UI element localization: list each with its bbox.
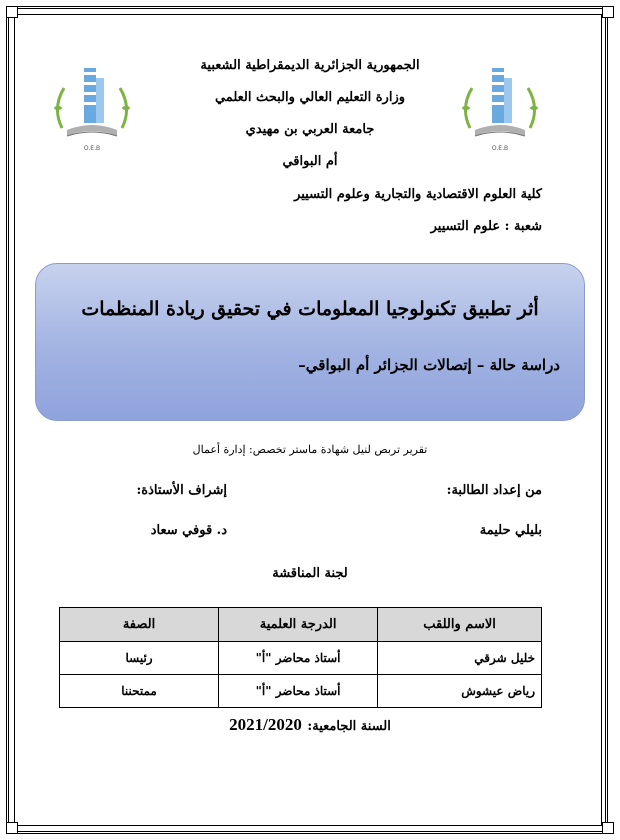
svg-text:O.E.B: O.E.B (83, 145, 101, 152)
thesis-title: أثر تطبيق تكنولوجيا المعلومات في تحقيق ريادة المنظمات (81, 298, 539, 320)
corner-ornament (602, 6, 614, 18)
academic-year-label: السنة الجامعية: (307, 719, 391, 734)
svg-text:O.E.B: O.E.B (491, 145, 509, 152)
ministry-line: وزارة التعليم العالي والبحث العلمي (214, 90, 406, 105)
academic-year-value: 2021/2020 (229, 715, 302, 734)
student-name: بليلي حليمة (479, 523, 542, 538)
corner-ornament (6, 6, 18, 18)
title-box (35, 263, 585, 421)
table-row (60, 675, 542, 708)
report-line: تقرير تربص لنيل شهادة ماستر تخصص: إدارة أعمال (192, 443, 428, 456)
member-role: ممتحننا (60, 675, 219, 708)
supervisor-label: إشراف الأستاذة: (136, 483, 227, 498)
member-grade: أستاذ محاضر "أ" (219, 642, 378, 675)
column-header: الدرجة العلمية (219, 608, 378, 642)
corner-ornament (602, 822, 614, 834)
university-logo-icon (42, 58, 142, 158)
column-header: الصفة (60, 608, 219, 642)
city-line: أم البواقي (282, 154, 338, 169)
republic-line: الجمهورية الجزائرية الديمقراطية الشعبية (200, 58, 420, 73)
branch-line: شعبة : علوم التسيير (430, 219, 542, 234)
thesis-subtitle: دراسة حالة – إتصالات الجزائر أم البواقي– (298, 356, 560, 374)
academic-year (180, 715, 440, 735)
column-header: الاسم واللقب (378, 608, 542, 642)
member-role: رئيسا (60, 642, 219, 675)
student-label: من إعداد الطالبة: (446, 483, 542, 498)
supervisor-name: د. قوفي سعاد (150, 523, 227, 538)
table-header-row (60, 608, 542, 642)
jury-table (59, 607, 542, 708)
table-row (60, 642, 542, 675)
university-logo-icon (450, 58, 550, 158)
jury-heading: لجنة المناقشة (272, 566, 348, 581)
member-name: رياض عيشوش (378, 675, 542, 708)
member-name: خليل شرقي (378, 642, 542, 675)
faculty-line: كلية العلوم الاقتصادية والتجارية وعلوم التسيير (294, 187, 542, 202)
university-line: جامعة العربي بن مهيدي (245, 122, 375, 137)
member-grade: أستاذ محاضر "أ" (219, 675, 378, 708)
corner-ornament (6, 822, 18, 834)
